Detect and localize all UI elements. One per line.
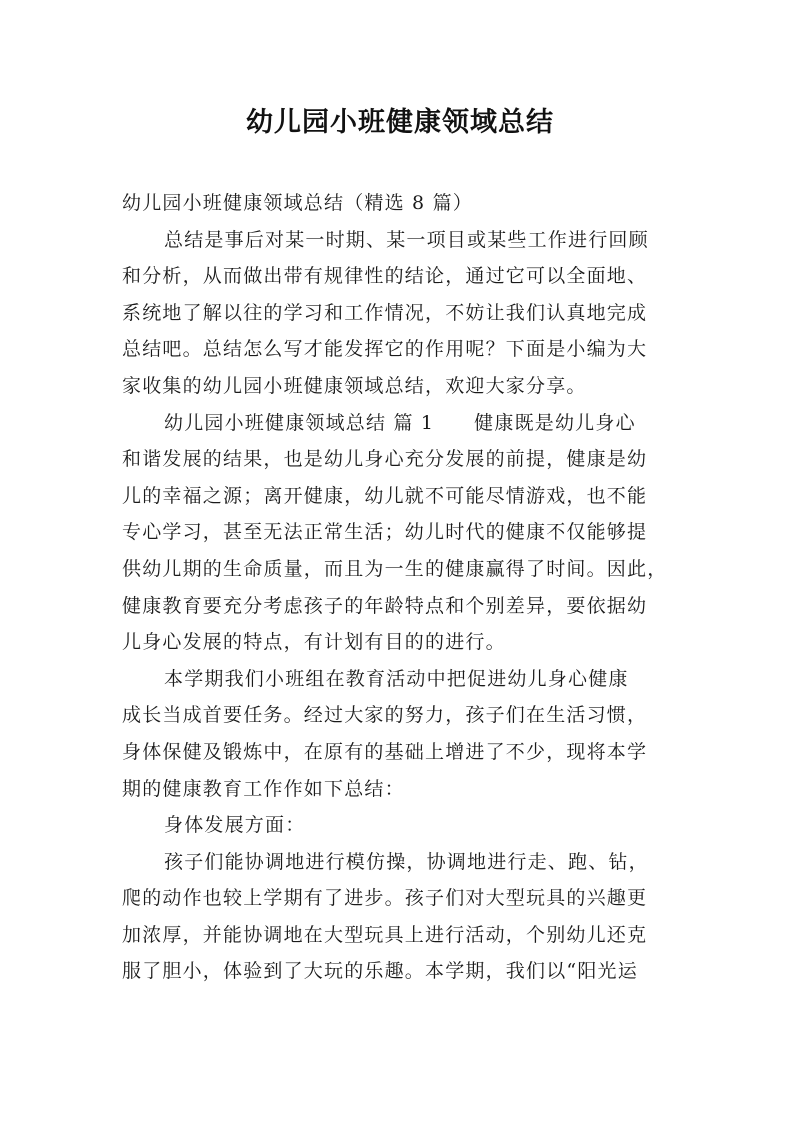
section-heading: 幼儿园小班健康领域总结 篇 1 (164, 411, 435, 434)
text-line: 本学期我们小班组在教育活动中把促进幼儿身心健康 (164, 667, 629, 690)
text-line: 成长当成首要任务。经过大家的努力，孩子们在生活习惯， (122, 704, 648, 727)
section-heading-line (122, 405, 687, 442)
text-line: 和谐发展的结果，也是幼儿身心充分发展的前提，健康是幼 (122, 448, 648, 471)
text-line: 幼儿园小班健康领域总结（精选 8 篇） (122, 192, 473, 214)
text-line: 儿身心发展的特点，有计划有目的的进行。 (122, 631, 506, 654)
text-line: 供幼儿期的生命质量，而且为一生的健康赢得了时间。因此， (122, 557, 668, 580)
subheading-line: 身体发展方面： (164, 814, 306, 837)
text-line: 专心学习，甚至无法正常生活；幼儿时代的健康不仅能够提 (122, 521, 648, 544)
text-line: 身体保健及锻炼中，在原有的基础上增进了不少，现将本学 (122, 740, 648, 763)
section-first-text: 健康既是幼儿身心 (474, 411, 636, 434)
text-line: 爬的动作也较上学期有了进步。孩子们对大型玩具的兴趣更 (122, 887, 648, 910)
text-line: 儿的幸福之源；离开健康，幼儿就不可能尽情游戏，也不能 (122, 484, 648, 507)
text-line: 期的健康教育工作作如下总结： (122, 777, 405, 800)
text-line: 服了胆小，体验到了大玩的乐趣。本学期，我们以“阳光运 (122, 960, 638, 983)
text-line: 系统地了解以往的学习和工作情况，不妨让我们认真地完成 (122, 301, 648, 324)
text-line: 总结是事后对某一时期、某一项目或某些工作进行回顾 (164, 228, 649, 251)
text-line: 加浓厚，并能协调地在大型玩具上进行活动，个别幼儿还克 (122, 923, 648, 946)
text-line: 总结吧。总结怎么写才能发挥它的作用呢？下面是小编为大 (122, 338, 648, 361)
document-title: 幼儿园小班健康领域总结 (246, 107, 554, 138)
text-line: 和分析，从而做出带有规律性的结论，通过它可以全面地、 (122, 265, 648, 288)
document-body (122, 185, 687, 990)
text-line: 家收集的幼儿园小班健康领域总结，欢迎大家分享。 (122, 374, 587, 397)
text-line: 健康教育要充分考虑孩子的年龄特点和个别差异，要依据幼 (122, 594, 648, 617)
text-line: 孩子们能协调地进行模仿操，协调地进行走、跑、钻， (164, 850, 649, 873)
